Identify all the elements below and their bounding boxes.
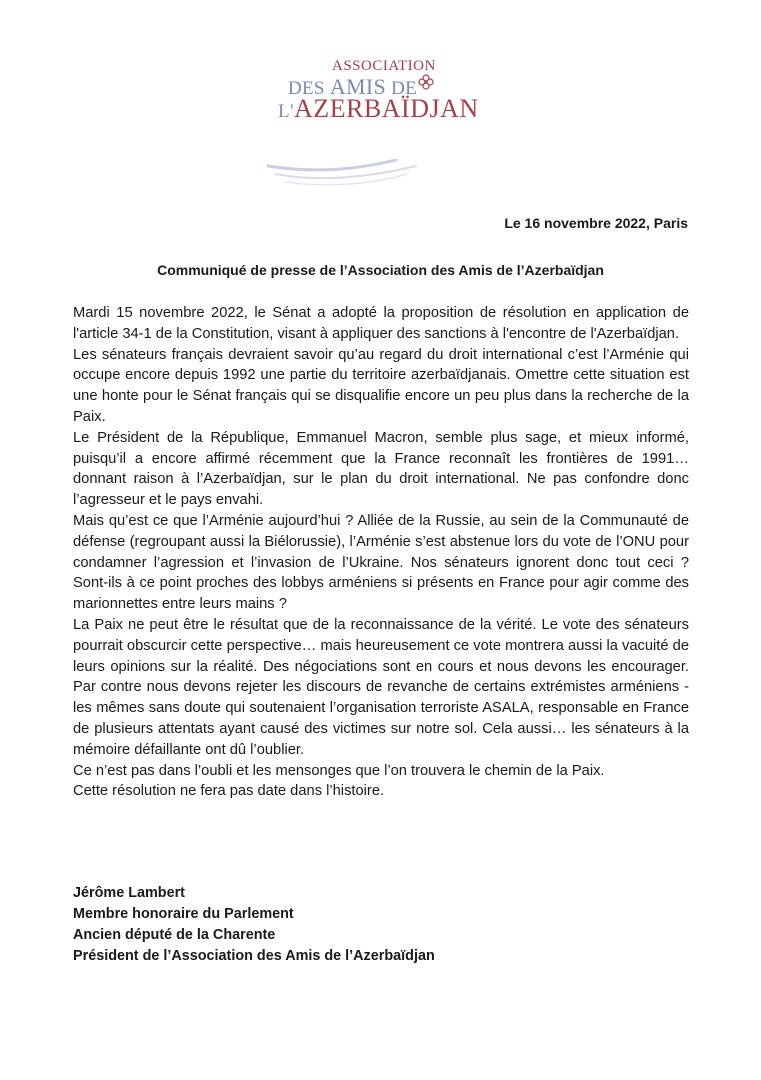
logo-word-des: DES [288,78,325,99]
date-place: Le 16 novembre 2022, Paris [504,215,688,231]
logo-word-amis: AMIS [329,74,387,99]
flower-icon [417,73,435,91]
paragraph: Ce n’est pas dans l’oubli et les mensonges que l’on trouvera le chemin de la Paix. [73,762,605,779]
logo-word-azerbaidjan: AZERBAÏDJAN [294,94,479,123]
press-release-body [73,303,689,802]
signature-block [73,883,435,967]
signatory-title: Président de l’Association des Amis de l’Azerbaïdjan [73,948,435,964]
paragraph: Cette résolution ne fera pas date dans l’histoire. [73,783,385,800]
paragraph: Mais qu’est ce que l’Arménie aujourd’hui ? Alliée de la Russie, au sein de la Communauté de défense (regroupant aussi la Biélorussie), l’Arménie s’est abstenue lors du vote de l’ONU pour condamner l’agression et l’invasion de l’Ukraine. Nos sénateurs ignorent donc tout ceci ? Sont-ils à ce point proches des lobbys arméniens si présents en France pour agir comme des marionnettes entre leurs mains ? [73,512,689,613]
logo-swoosh [266,138,446,188]
paragraph: Mardi 15 novembre 2022, le Sénat a adopté la proposition de résolution en application de l'article 34-1 de la Constitution, visant à appliquer des sanctions à l'encontre de l'Azerbaïdjan. [73,305,689,342]
paragraph: Les sénateurs français devraient savoir qu’au regard du droit international c’est l’Arménie qui occupe encore depuis 1992 une partie du territoire azerbaïdjanais. Omettre cette situation est une honte pour le Sénat français qui se disqualifie encore un peu plus dans la recherche de la Paix. [73,346,689,425]
logo-line-association: ASSOCIATION [332,58,436,74]
paragraph: Le Président de la République, Emmanuel Macron, semble plus sage, et mieux informé, puisqu’il a encore affirmé récemment que la France reconnaît les frontières de 1991… donnant raison à l’Azerbaïdjan, sur le plan du droit international. Ne pas confondre donc l’agresseur et le pays envahi. [73,429,689,509]
logo-line-azerbaidjan [278,94,479,124]
signatory-title: Membre honoraire du Parlement [73,906,294,922]
association-logo [262,58,502,188]
logo-word-de: DE [391,78,418,99]
press-release-title: Communiqué de presse de l’Association des Amis de l’Azerbaïdjan [157,262,604,278]
paragraph: La Paix ne peut être le résultat que de la reconnaissance de la vérité. Le vote des sénateurs pourrait obscurcir cette perspective… mais heureusement ce vote montrera aussi la vacuité de leurs opinions sur la réalité. Des négociations sont en cours et nous devons les encourager. Par contre nous devons rejeter les discours de revanche de certains extrémistes arméniens - les mêmes sans doute qui soutenaient l’organisation terroriste ASALA, responsable en France de plusieurs attentats ayant causé des victimes sur notre sol. Cela aussi… les sénateurs à la mémoire défaillante ont dû l’oublier. [73,616,689,758]
signatory-title: Ancien député de la Charente [73,927,276,943]
logo-word-l: L' [278,101,295,122]
signatory-name: Jérôme Lambert [73,885,185,901]
